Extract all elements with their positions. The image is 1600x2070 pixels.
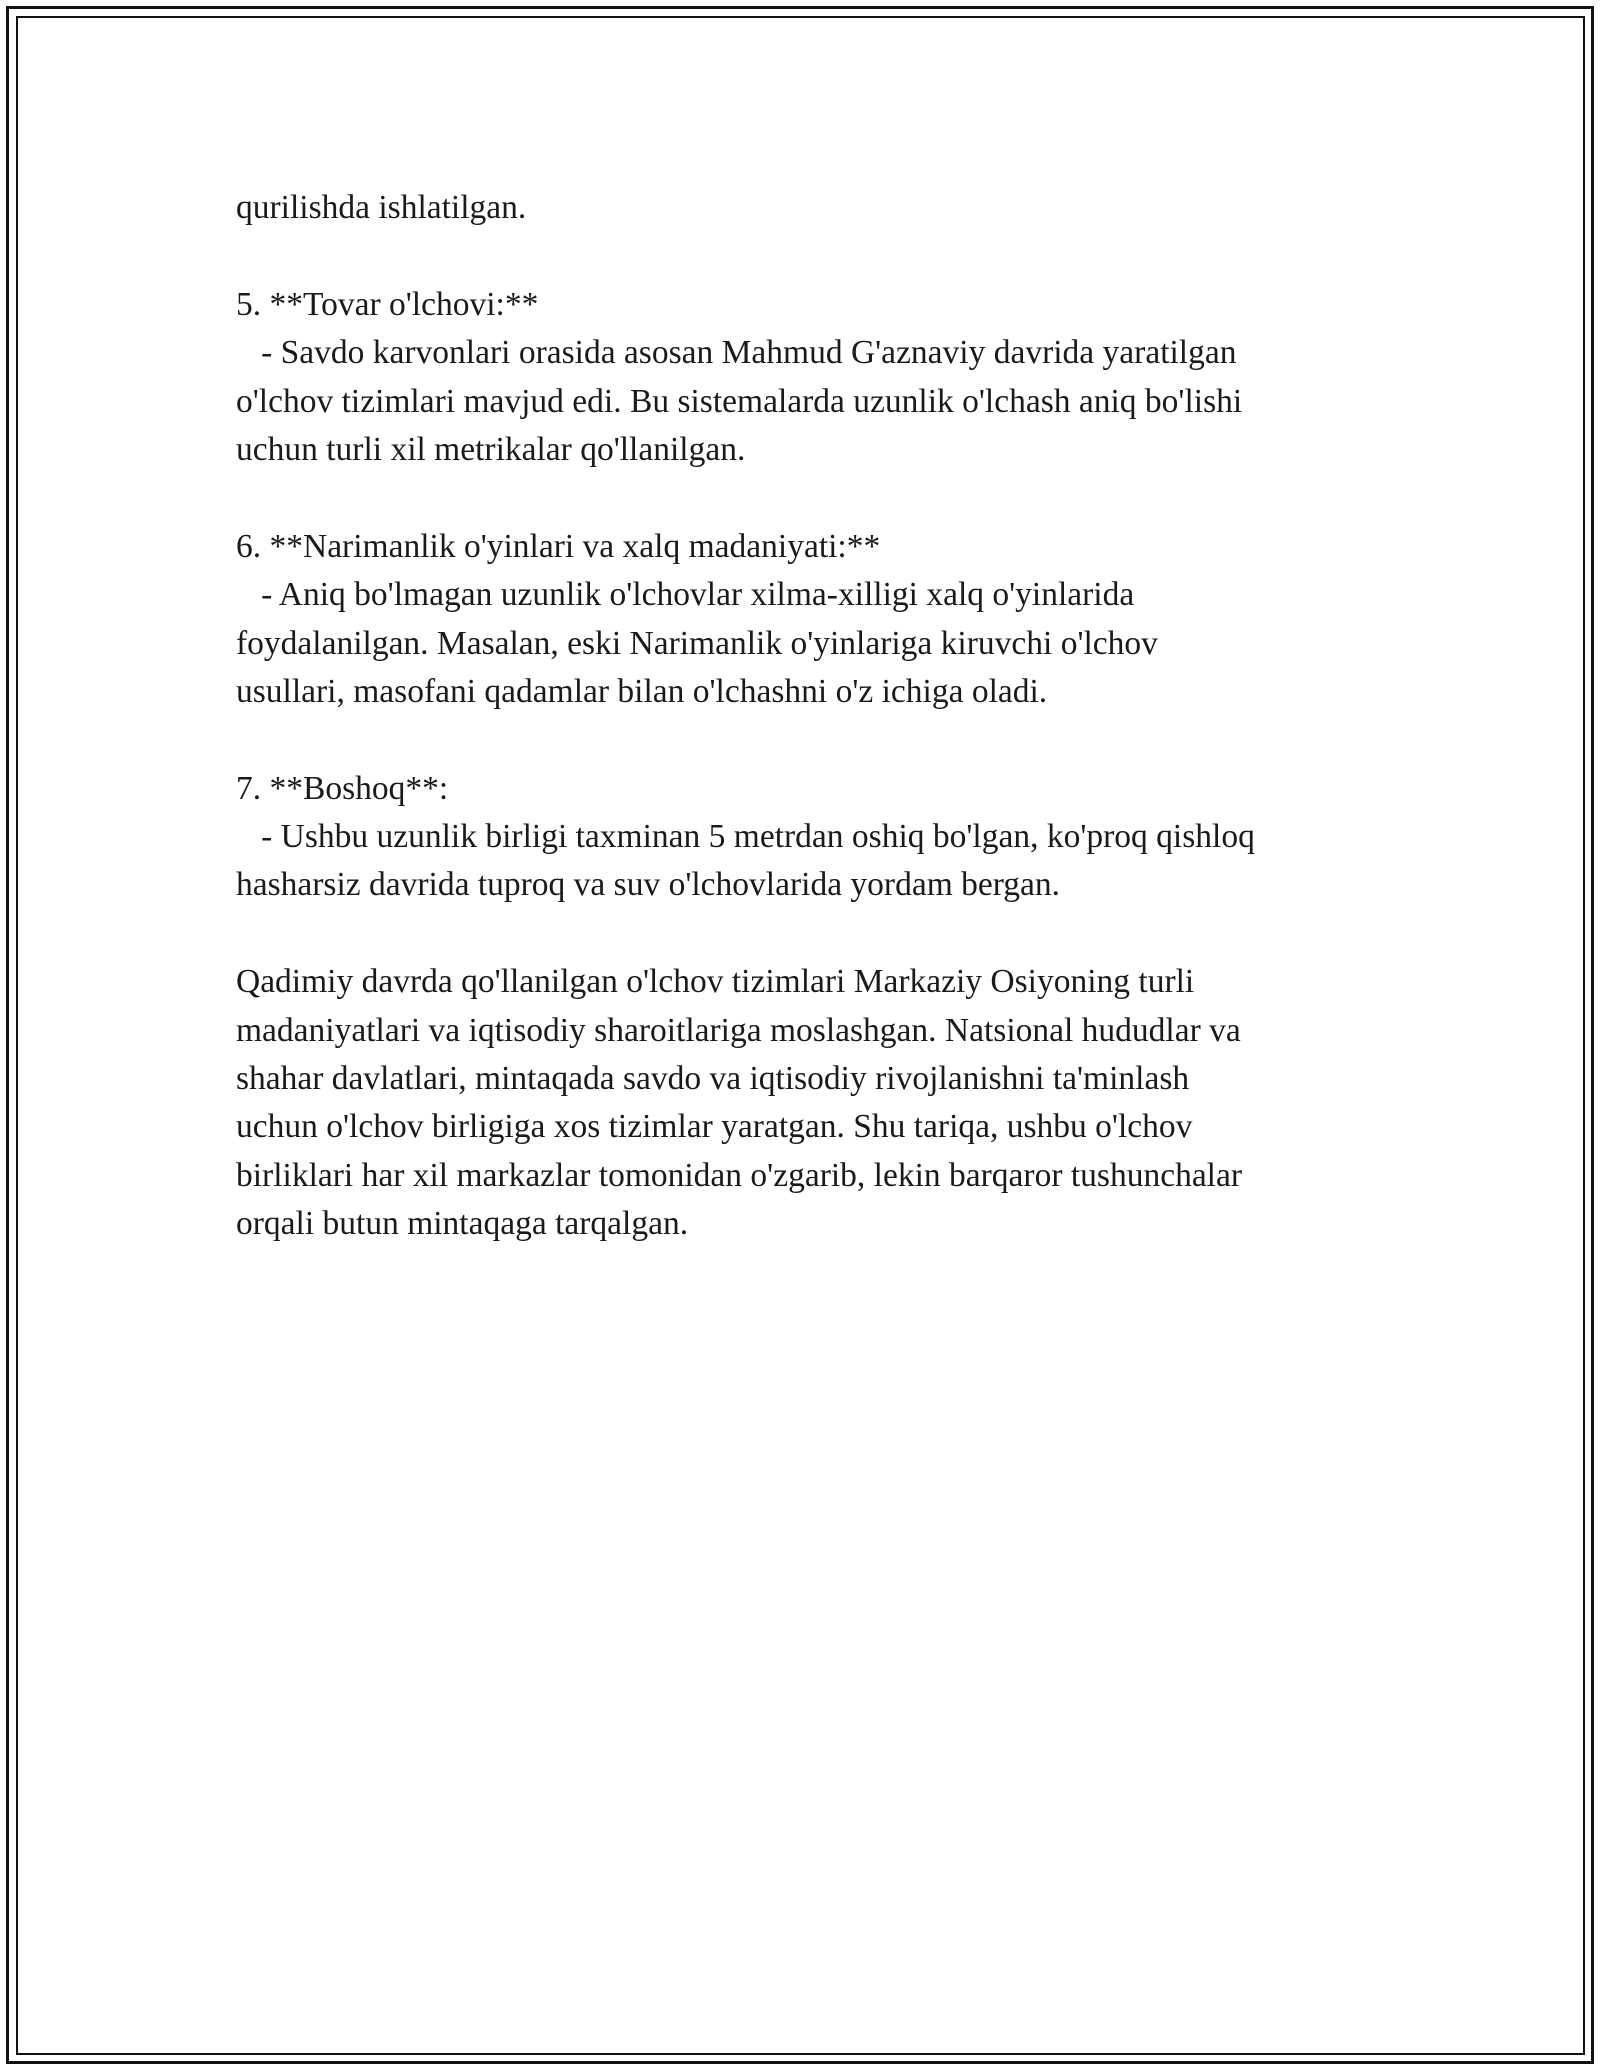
item-line: o'lchov tizimlari mavjud edi. Bu sistemalarda uzunlik o'lchash aniq bo'lishi [236,382,1243,420]
list-item-6 [236,523,1386,717]
paragraph-line: madaniyatlari va iqtisodiy sharoitlariga moslashgan. Natsional hududlar va [236,1011,1241,1049]
item-line: hasharsiz davrida tuproq va suv o'lchovlarida yordam bergan. [236,866,1061,904]
paragraph-line: birliklari har xil markazlar tomonidan o'zgarib, lekin barqaror tushunchalar [236,1156,1243,1194]
document-body [236,184,1386,1249]
continuation-line: qurilishda ishlatilgan. [236,189,527,226]
item-heading: 5. **Tovar o'lchovi:** [236,285,539,323]
list-item-5 [236,281,1386,475]
item-line: - Aniq bo'lmagan uzunlik o'lchovlar xilma-xilligi xalq o'yinlarida [236,576,1135,614]
paragraph-line: Qadimiy davrda qo'llanilgan o'lchov tizimlari Markaziy Osiyoning turli [236,963,1195,1001]
paragraph-line: shahar davlatlari, mintaqada savdo va iqtisodiy rivojlanishni ta'minlash [236,1060,1190,1098]
list-item-7 [236,765,1386,910]
blank-line [236,910,1386,958]
item-line: - Ushbu uzunlik birligi taxminan 5 metrdan oshiq bo'lgan, ko'proq qishloq [236,818,1255,856]
paragraph-line: orqali butun mintaqaga tarqalgan. [236,1205,689,1243]
blank-line [236,716,1386,764]
conclusion-paragraph [236,958,1386,1248]
blank-line [236,232,1386,280]
blank-line [236,474,1386,522]
item-line: - Savdo karvonlari orasida asosan Mahmud G'aznaviy davrida yaratilgan [236,334,1237,372]
item-line: uchun turli xil metrikalar qo'llanilgan. [236,430,746,468]
item-heading: 7. **Boshoq**: [236,769,449,807]
paragraph-line: uchun o'lchov birligiga xos tizimlar yaratgan. Shu tariqa, ushbu o'lchov [236,1108,1193,1146]
item-line: usullari, masofani qadamlar bilan o'lchashni o'z ichiga oladi. [236,672,1048,710]
item-heading: 6. **Narimanlik o'yinlari va xalq madaniyati:** [236,527,881,565]
item-line: foydalanilgan. Masalan, eski Narimanlik o'yinlariga kiruvchi o'lchov [236,624,1158,662]
